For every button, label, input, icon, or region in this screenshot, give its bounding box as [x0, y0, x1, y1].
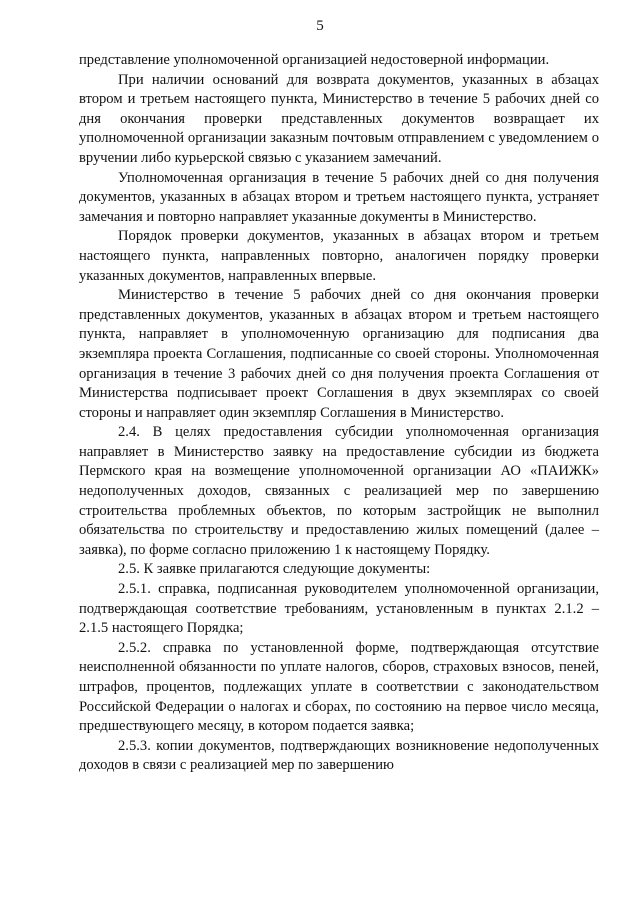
paragraph-agreement-signing: Министерство в течение 5 рабочих дней со дня окончания проверки представленных документов, указанных в абзацах втором и третьем настоящего пункта, направляет в уполномоченную организацию для подписания два экземпляра проекта Соглашения, подписанные со своей стороны. Уполномоченная организация в течение 3 рабочих дней со дня получения проекта Соглашения от Министерства подписывает проект Соглашения в двух экземплярах со своей стороны и направляет один экземпляр Соглашения в Министерство.	[79, 287, 599, 421]
paragraph-continuation: представление уполномоченной организацией недостоверной информации.	[79, 52, 550, 68]
paragraph-remarks-correction: Уполномоченная организация в течение 5 рабочих дней со дня получения документов, указанных в абзацах втором и третьем настоящего пункта, устраняет замечания и повторно направляет указанные документы в Министерство.	[79, 169, 599, 225]
paragraph-2-5-2: 2.5.2. справка по установленной форме, подтверждающая отсутствие неисполненной обязанности по уплате налогов, сборов, страховых взносов, пеней, штрафов, процентов, подлежащих уплате в соответствии с законодательством Российской Федерации о налогах и сборах, по состоянию на первое число месяца, предшествующего месяцу, в котором подается заявка;	[79, 639, 599, 735]
paragraph-2-5-1: 2.5.1. справка, подписанная руководителем уполномоченной организации, подтверждающая соответствие требованиям, установленным в пунктах 2.1.2 – 2.1.5 настоящего Порядка;	[79, 581, 599, 637]
document-body	[79, 51, 599, 776]
paragraph-2-5-3: 2.5.3. копии документов, подтверждающих возникновение недополученных доходов в связи с реализацией мер по завершению	[79, 737, 599, 774]
paragraph-document-return: При наличии оснований для возврата документов, указанных в абзацах втором и третьем настоящего пункта, Министерство в течение 5 рабочих дней со дня окончания проверки представленных документов возвращает их уполномоченной организации заказным почтовым отправлением с уведомлением о вручении либо курьерской связью с указанием замечаний.	[79, 71, 599, 166]
page-number: 5	[316, 18, 324, 34]
paragraph-2-5-attachments: 2.5. К заявке прилагаются следующие документы:	[118, 561, 431, 578]
paragraph-2-4-application: 2.4. В целях предоставления субсидии уполномоченная организация направляет в Министерство заявку на предоставление субсидии из бюджета Пермского края на возмещение уполномоченной организации АО «ПАИЖК» недополученных доходов, связанных с реализацией мер по завершению строительства проблемных объектов, по которым застройщик не выполнил обязательства по строительству и предоставлению жилых помещений (далее – заявка), по форме согласно приложению 1 к настоящему Порядку.	[79, 424, 599, 558]
paragraph-recheck-procedure: Порядок проверки документов, указанных в абзацах втором и третьем настоящего пункта, направленных повторно, аналогичен порядку проверки указанных документов, направленных впервые.	[79, 228, 599, 284]
